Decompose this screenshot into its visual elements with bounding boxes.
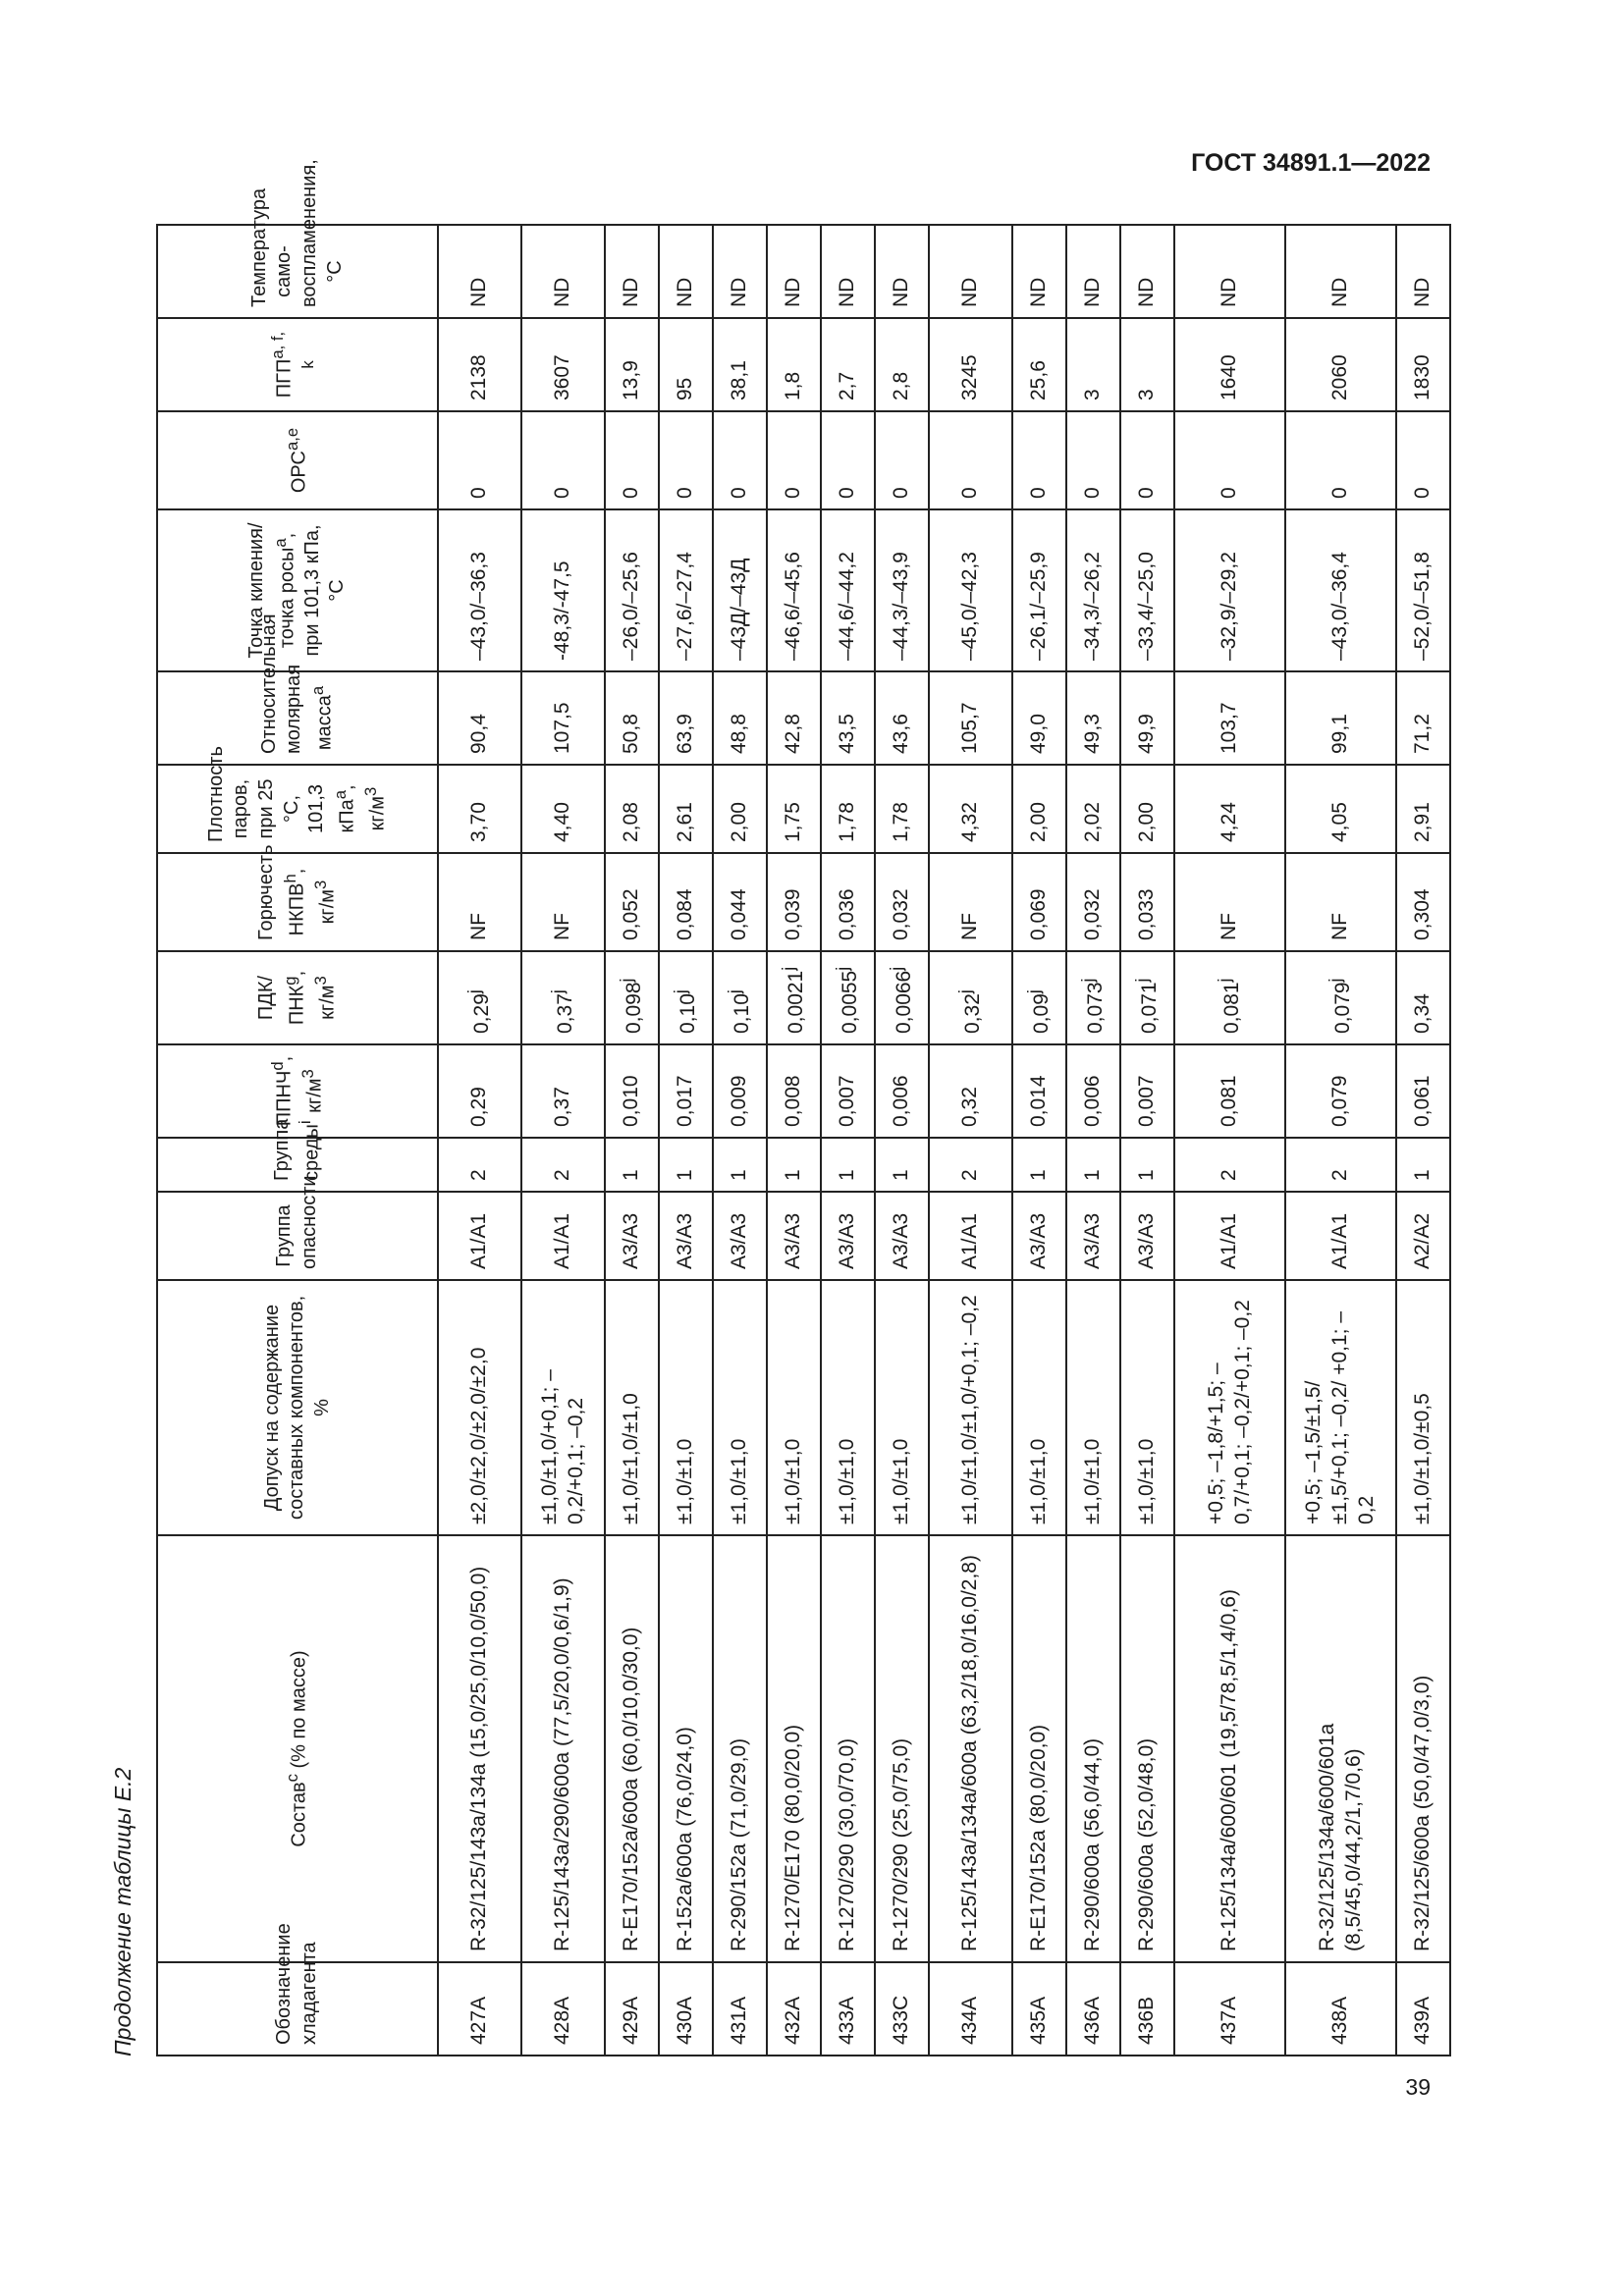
table-cell: 50,8	[605, 671, 659, 765]
table-cell: 2,00	[713, 765, 767, 853]
table-cell: 0	[821, 411, 875, 509]
table-cell: ND	[605, 225, 659, 318]
table-cell: R-32/125/134a/600/601a (8,5/45,0/44,2/1,7/0,6)	[1285, 1535, 1396, 1962]
table-caption: Продолжение таблицы Е.2	[110, 1767, 135, 2056]
table-cell: ND	[1012, 225, 1066, 318]
table-cell: 0,044	[713, 853, 767, 951]
table-cell: 0,036	[821, 853, 875, 951]
table-cell: 0,081	[1174, 1044, 1285, 1138]
table-cell: R-125/143a/134a/600a (63,2/18,0/16,0/2,8)	[929, 1535, 1012, 1962]
table-cell: 0,009	[713, 1044, 767, 1138]
table-cell: 71,2	[1396, 671, 1450, 765]
table-cell: 0,29	[438, 1044, 521, 1138]
table-cell: 2	[929, 1138, 1012, 1192]
table-cell: +0,5; –1,5/±1,5/±1,5/+0,1; –0,2/ +0,1; –0,2	[1285, 1280, 1396, 1535]
table-header-row	[157, 225, 438, 2056]
table-row	[605, 225, 659, 2056]
table-row	[1174, 225, 1285, 2056]
table-cell: 428A	[521, 1962, 605, 2056]
table-cell: ±1,0/±1,0/±1,0/+0,1; –0,2	[929, 1280, 1012, 1535]
table-cell: A2/A2	[1396, 1192, 1450, 1280]
table-cell: 0	[875, 411, 929, 509]
table-cell: 0,039	[767, 853, 821, 951]
table-cell: 0	[605, 411, 659, 509]
table-cell: 42,8	[767, 671, 821, 765]
table-cell: 103,7	[1174, 671, 1285, 765]
table-cell: R-1270/E170 (80,0/20,0)	[767, 1535, 821, 1962]
table-cell: 0,006	[1066, 1044, 1120, 1138]
table-cell: 0,010	[605, 1044, 659, 1138]
table-cell: 2138	[438, 318, 521, 411]
table-cell: 430A	[659, 1962, 713, 2056]
table-cell: 0,081$^j$	[1174, 951, 1285, 1044]
table-cell: –27,6/–27,4	[659, 509, 713, 671]
table-cell: ND	[659, 225, 713, 318]
table-cell: 0	[713, 411, 767, 509]
table-cell: A1/A1	[1174, 1192, 1285, 1280]
table-cell: 432A	[767, 1962, 821, 2056]
table-cell: 2,02	[1066, 765, 1120, 853]
table-cell: 1	[767, 1138, 821, 1192]
table-cell: 429A	[605, 1962, 659, 2056]
table-cell: ±1,0/±1,0/±1,0	[605, 1280, 659, 1535]
table-cell: 1	[1066, 1138, 1120, 1192]
table-cell: 427A	[438, 1962, 521, 2056]
table-cell: 4,05	[1285, 765, 1396, 853]
table-row	[821, 225, 875, 2056]
table-row	[438, 225, 521, 2056]
table-cell: ±1,0/±1,0	[1066, 1280, 1120, 1535]
table-cell: 2,00	[1012, 765, 1066, 853]
table-cell: –46,6/–45,6	[767, 509, 821, 671]
table-cell: –26,0/–25,6	[605, 509, 659, 671]
table-cell: 439A	[1396, 1962, 1450, 2056]
table-cell: 49,0	[1012, 671, 1066, 765]
table-cell: A3/A3	[1012, 1192, 1066, 1280]
table-cell: –32,9/–29,2	[1174, 509, 1285, 671]
table-cell: 0,008	[767, 1044, 821, 1138]
table-row	[713, 225, 767, 2056]
table-cell: 0,09$^j$	[1012, 951, 1066, 1044]
table-cell: A3/A3	[875, 1192, 929, 1280]
table-cell: ±1,0/±1,0	[659, 1280, 713, 1535]
table-cell: 25,6	[1012, 318, 1066, 411]
table-cell: 0,32	[929, 1044, 1012, 1138]
table-cell: ±1,0/±1,0	[875, 1280, 929, 1535]
column-header: Горючесть НКПВ$^h$, $кг/м^3$	[157, 853, 438, 951]
table-cell: ND	[767, 225, 821, 318]
table-cell: 0,032	[1066, 853, 1120, 951]
table-body	[438, 225, 1450, 2056]
table-cell: R-32/125/143a/134a (15,0/25,0/10,0/50,0)	[438, 1535, 521, 1962]
table-cell: ±1,0/±1,0	[1120, 1280, 1174, 1535]
table-cell: 43,6	[875, 671, 929, 765]
table-row	[521, 225, 605, 2056]
table-cell: 3607	[521, 318, 605, 411]
table-cell: ±2,0/±2,0/±2,0/±2,0	[438, 1280, 521, 1535]
table-row	[1120, 225, 1174, 2056]
table-cell: 1,78	[875, 765, 929, 853]
table-cell: –43Д/–43Д	[713, 509, 767, 671]
table-cell: 0,29$^j$	[438, 951, 521, 1044]
table-cell: 0	[1012, 411, 1066, 509]
table-cell: –44,6/–44,2	[821, 509, 875, 671]
table-cell: 38,1	[713, 318, 767, 411]
table-cell: 0,014	[1012, 1044, 1066, 1138]
table-cell: A1/A1	[1285, 1192, 1396, 1280]
table-cell: 0	[1120, 411, 1174, 509]
table-cell: 3	[1066, 318, 1120, 411]
table-cell: 2,61	[659, 765, 713, 853]
column-header: ПГП$^{a, f, k}$	[157, 318, 438, 411]
table-cell: 1	[1120, 1138, 1174, 1192]
table-cell: 0,37$^j$	[521, 951, 605, 1044]
table-cell: –52,0/–51,8	[1396, 509, 1450, 671]
table-cell: 4,32	[929, 765, 1012, 853]
table-cell: -48,3/-47,5	[521, 509, 605, 671]
table-cell: 0,0066$^j$	[875, 951, 929, 1044]
column-header: Относительная молярная масса$^a$	[157, 671, 438, 765]
table-cell: 0	[438, 411, 521, 509]
table-cell: –26,1/–25,9	[1012, 509, 1066, 671]
table-cell: R-32/125/600a (50,0/47,0/3,0)	[1396, 1535, 1450, 1962]
column-header: Обозначение хладагента	[157, 1962, 438, 2056]
table-cell: 49,3	[1066, 671, 1120, 765]
table-cell: 2,08	[605, 765, 659, 853]
table-cell: 3,70	[438, 765, 521, 853]
table-cell: R-E170/152a/600a (60,0/10,0/30,0)	[605, 1535, 659, 1962]
table-cell: 1	[1012, 1138, 1066, 1192]
table-cell: 1	[875, 1138, 929, 1192]
table-cell: 48,8	[713, 671, 767, 765]
table-cell: 2	[438, 1138, 521, 1192]
table-cell: 0,084	[659, 853, 713, 951]
table-cell: 0,069	[1012, 853, 1066, 951]
table-row	[929, 225, 1012, 2056]
table-cell: A3/A3	[821, 1192, 875, 1280]
table-cell: ND	[1396, 225, 1450, 318]
table-cell: A3/A3	[767, 1192, 821, 1280]
table-row	[1396, 225, 1450, 2056]
table-cell: +0,5; –1,8/+1,5; –0,7/+0,1; –0,2/+0,1; –0,2	[1174, 1280, 1285, 1535]
table-row	[1285, 225, 1396, 2056]
table-cell: 0,007	[821, 1044, 875, 1138]
table-cell: –43,0/–36,4	[1285, 509, 1396, 671]
table-cell: 0,34	[1396, 951, 1450, 1044]
table-cell: 435A	[1012, 1962, 1066, 2056]
table-cell: 0	[767, 411, 821, 509]
table-cell: –45,0/–42,3	[929, 509, 1012, 671]
table-cell: A3/A3	[659, 1192, 713, 1280]
table-cell: 1,8	[767, 318, 821, 411]
table-cell: 2	[521, 1138, 605, 1192]
table-cell: 1,78	[821, 765, 875, 853]
table-cell: 0,0055$^j$	[821, 951, 875, 1044]
table-cell: 1640	[1174, 318, 1285, 411]
column-header: ППНЧ$^d$, $кг/м^3$	[157, 1044, 438, 1138]
column-header: Температура само-воспламенения, °С	[157, 225, 438, 318]
table-cell: 0,033	[1120, 853, 1174, 951]
table-cell: R-1270/290 (25,0/75,0)	[875, 1535, 929, 1962]
table-cell: 0,37	[521, 1044, 605, 1138]
table-cell: 437A	[1174, 1962, 1285, 2056]
table-row	[767, 225, 821, 2056]
table-cell: 0	[929, 411, 1012, 509]
table-cell: R-290/152a (71,0/29,0)	[713, 1535, 767, 1962]
table-cell: 434A	[929, 1962, 1012, 2056]
document-code: ГОСТ 34891.1—2022	[1191, 149, 1431, 177]
table-cell: 0	[1174, 411, 1285, 509]
table-cell: 0	[1285, 411, 1396, 509]
table-cell: 433C	[875, 1962, 929, 2056]
table-cell: ND	[1285, 225, 1396, 318]
table-cell: 2060	[1285, 318, 1396, 411]
table-cell: A1/A1	[929, 1192, 1012, 1280]
table-cell: –33,4/–25,0	[1120, 509, 1174, 671]
table-cell: 0,061	[1396, 1044, 1450, 1138]
table-cell: 1	[713, 1138, 767, 1192]
table-cell: 0,079$^j$	[1285, 951, 1396, 1044]
table-cell: ND	[713, 225, 767, 318]
table-cell: 0,007	[1120, 1044, 1174, 1138]
table-cell: 107,5	[521, 671, 605, 765]
table-cell: 2	[1285, 1138, 1396, 1192]
table-cell: R-1270/290 (30,0/70,0)	[821, 1535, 875, 1962]
table-cell: 0,073$^j$	[1066, 951, 1120, 1044]
column-header: Группа опасности	[157, 1192, 438, 1280]
table-cell: A3/A3	[605, 1192, 659, 1280]
table-cell: 0,006	[875, 1044, 929, 1138]
table-cell: A1/A1	[438, 1192, 521, 1280]
table-cell: 49,9	[1120, 671, 1174, 765]
table-cell: 0,071$^j$	[1120, 951, 1174, 1044]
table-cell: 1830	[1396, 318, 1450, 411]
table-row	[875, 225, 929, 2056]
table-cell: 95	[659, 318, 713, 411]
table-cell: 0,032	[875, 853, 929, 951]
table-cell: ±1,0/±1,0	[713, 1280, 767, 1535]
table-cell: ND	[1066, 225, 1120, 318]
column-header: Группа среды$^i$	[157, 1138, 438, 1192]
table-cell: 90,4	[438, 671, 521, 765]
table-row	[1066, 225, 1120, 2056]
table-row	[659, 225, 713, 2056]
table-cell: 63,9	[659, 671, 713, 765]
table-cell: R-125/134a/600/601 (19,5/78,5/1,4/0,6)	[1174, 1535, 1285, 1962]
table-cell: ND	[1120, 225, 1174, 318]
table-cell: 0,10$^j$	[713, 951, 767, 1044]
table-cell: 2,8	[875, 318, 929, 411]
table-cell: 0,0021$^j$	[767, 951, 821, 1044]
table-cell: 0,079	[1285, 1044, 1396, 1138]
table-cell: 0,017	[659, 1044, 713, 1138]
table-cell: R-152a/600a (76,0/24,0)	[659, 1535, 713, 1962]
table-cell: 1	[605, 1138, 659, 1192]
table-cell: –34,3/–26,2	[1066, 509, 1120, 671]
table-cell: NF	[1285, 853, 1396, 951]
table-cell: ±1,0/±1,0	[821, 1280, 875, 1535]
table-cell: ND	[875, 225, 929, 318]
table-cell: ND	[438, 225, 521, 318]
table-cell: NF	[438, 853, 521, 951]
column-header: Плотность паров, при 25 °С, 101,3 кПа$^a$, $кг/м^3$	[157, 765, 438, 853]
table-cell: 0	[1066, 411, 1120, 509]
table-cell: 438A	[1285, 1962, 1396, 2056]
table-cell: 436A	[1066, 1962, 1120, 2056]
table-cell: 2	[1174, 1138, 1285, 1192]
table-cell: 431A	[713, 1962, 767, 2056]
table-cell: R-E170/152a (80,0/20,0)	[1012, 1535, 1066, 1962]
table-cell: –44,3/–43,9	[875, 509, 929, 671]
table-cell: 0,052	[605, 853, 659, 951]
table-cell: 4,24	[1174, 765, 1285, 853]
table-cell: 3245	[929, 318, 1012, 411]
table-cell: A3/A3	[1120, 1192, 1174, 1280]
table-cell: 436B	[1120, 1962, 1174, 2056]
table-cell: 0,32$^j$	[929, 951, 1012, 1044]
table-cell: A1/A1	[521, 1192, 605, 1280]
table-cell: 0,10$^j$	[659, 951, 713, 1044]
table-cell: 0	[1396, 411, 1450, 509]
table-cell: ND	[929, 225, 1012, 318]
table-cell: A3/A3	[713, 1192, 767, 1280]
table-cell: 13,9	[605, 318, 659, 411]
page-number: 39	[1405, 2074, 1431, 2100]
table-cell: 0	[521, 411, 605, 509]
table-cell: 0,304	[1396, 853, 1450, 951]
column-header: Состав$^c$ (% по массе)	[157, 1535, 438, 1962]
column-header: Точка кипения/точка росы$^a$, при 101,3 кПа, °С	[157, 509, 438, 671]
table-cell: ±1,0/±1,0/+0,1; –0,2/+0,1; –0,2	[521, 1280, 605, 1535]
table-cell: ND	[521, 225, 605, 318]
table-cell: 43,5	[821, 671, 875, 765]
table-cell: 1	[821, 1138, 875, 1192]
table-cell: NF	[1174, 853, 1285, 951]
table-cell: NF	[521, 853, 605, 951]
table-cell: 2,7	[821, 318, 875, 411]
table-cell: A3/A3	[1066, 1192, 1120, 1280]
table-cell: –43,0/–36,3	[438, 509, 521, 671]
table-cell: 1	[1396, 1138, 1450, 1192]
table-cell: R-290/600a (52,0/48,0)	[1120, 1535, 1174, 1962]
table-cell: 105,7	[929, 671, 1012, 765]
table-row	[1012, 225, 1066, 2056]
table-cell: 99,1	[1285, 671, 1396, 765]
table-cell: 3	[1120, 318, 1174, 411]
table-cell: ±1,0/±1,0	[767, 1280, 821, 1535]
table-cell: NF	[929, 853, 1012, 951]
table-cell: ND	[1174, 225, 1285, 318]
table-cell: R-125/143a/290/600a (77,5/20,0/0,6/1,9)	[521, 1535, 605, 1962]
table-cell: 1	[659, 1138, 713, 1192]
table-cell: 0	[659, 411, 713, 509]
table-cell: 433A	[821, 1962, 875, 2056]
column-header: ОРС$^{a,e}$	[157, 411, 438, 509]
table-cell: ND	[821, 225, 875, 318]
table-cell: 2,91	[1396, 765, 1450, 853]
table-cell: ±1,0/±1,0	[1012, 1280, 1066, 1535]
column-header: Допуск на содержание составных компонентов, %	[157, 1280, 438, 1535]
table-cell: 0,098$^j$	[605, 951, 659, 1044]
table-cell: R-290/600a (56,0/44,0)	[1066, 1535, 1120, 1962]
column-header: ПДК/ПНК$^g$, $кг/м^3$	[157, 951, 438, 1044]
table-cell: ±1,0/±1,0/±0,5	[1396, 1280, 1450, 1535]
table-cell: 4,40	[521, 765, 605, 853]
table-cell: 1,75	[767, 765, 821, 853]
table-cell: 2,00	[1120, 765, 1174, 853]
